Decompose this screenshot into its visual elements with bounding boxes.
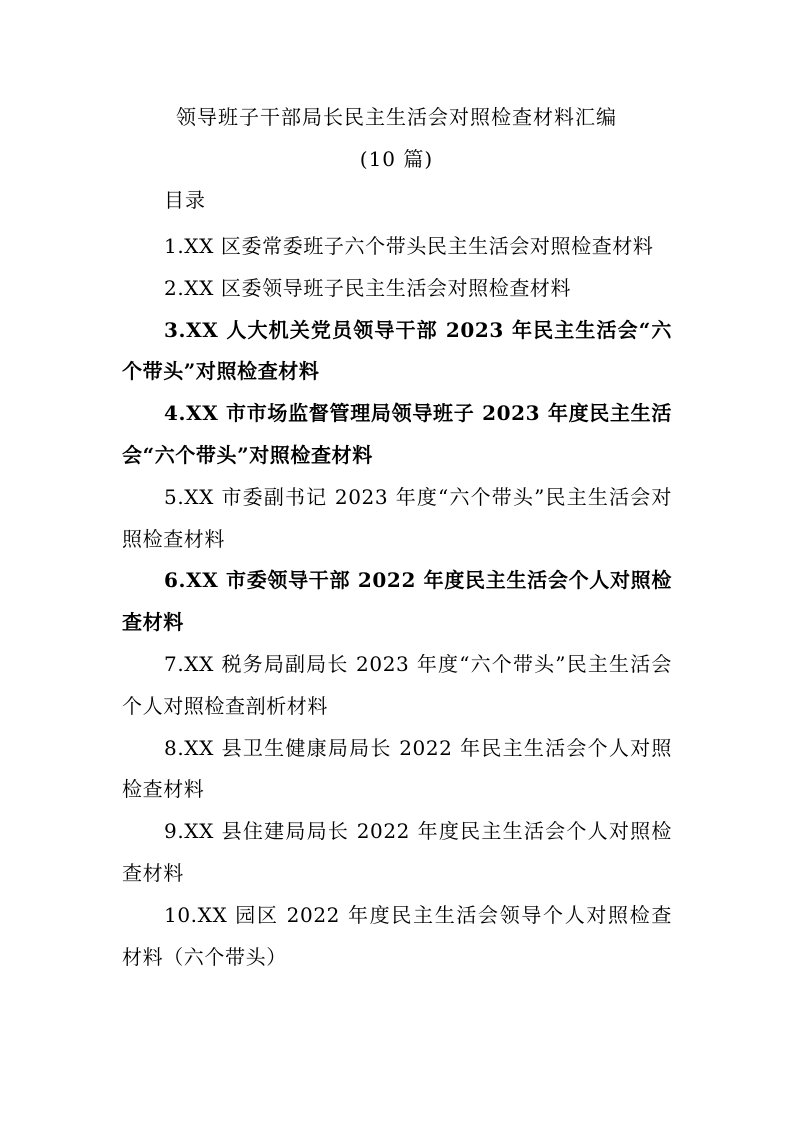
- toc-item-8: 8.XX 县卫生健康局局长 2022 年民主生活会个人对照检查材料: [122, 735, 672, 802]
- toc-item-5: 5.XX 市委副书记 2023 年度“六个带头”民主生活会对照检查材料: [122, 484, 672, 551]
- toc-item-7: 7.XX 税务局副局长 2023 年度“六个带头”民主生活会个人对照检查剖析材料: [122, 651, 672, 718]
- document-subtitle: (10 篇): [359, 147, 434, 171]
- toc-item-10: 10.XX 园区 2022 年度民主生活会领导个人对照检查材料（六个带头）: [122, 902, 672, 969]
- toc-item-2: 2.XX 区委领导班子民主生活会对照检查材料: [164, 275, 572, 300]
- toc-item-4: 4.XX 市市场监督管理局领导班子 2023 年度民主生活会“六个带头”对照检查材料: [122, 401, 672, 467]
- table-of-contents: [122, 226, 672, 978]
- toc-item-3: 3.XX 人大机关党员领导干部 2023 年民主生活会“六个带头”对照检查材料: [122, 317, 672, 384]
- toc-item-6: 6.XX 市委领导干部 2022 年度民主生活会个人对照检查材料: [122, 568, 672, 635]
- toc-heading: 目录: [164, 188, 206, 212]
- toc-item-9: 9.XX 县住建局局长 2022 年度民主生活会个人对照检查材料: [122, 819, 672, 885]
- document-title: 领导班子干部局长民主生活会对照检查材料汇编: [176, 105, 617, 129]
- toc-item-1: 1.XX 区委常委班子六个带头民主生活会对照检查材料: [164, 234, 654, 258]
